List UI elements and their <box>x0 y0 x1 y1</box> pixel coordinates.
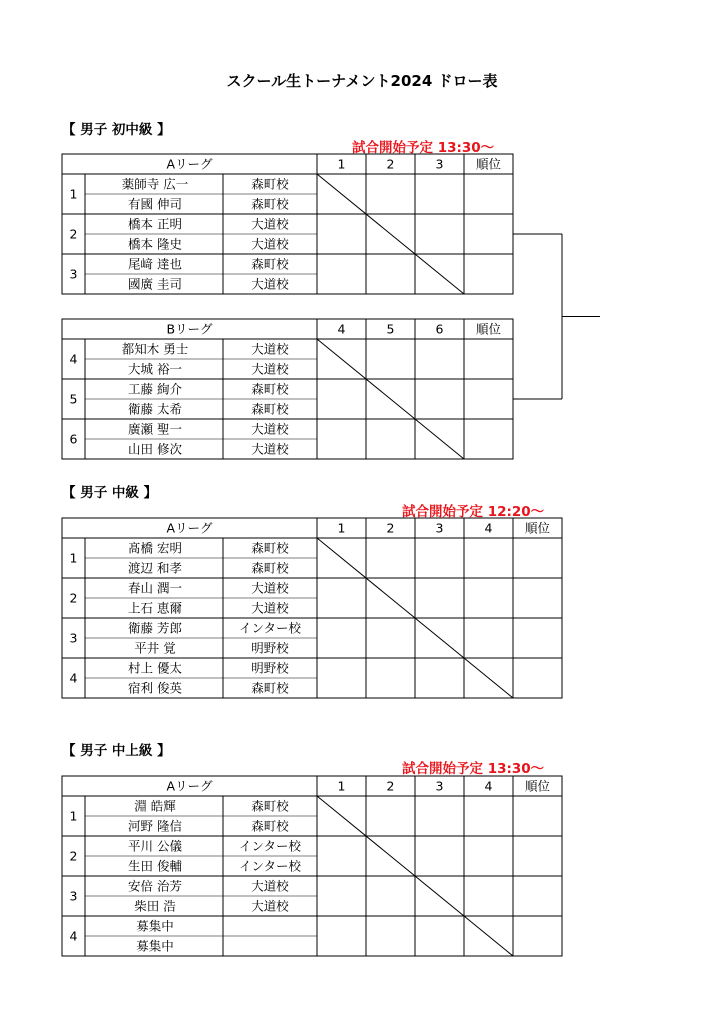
column-header: 2 <box>386 778 395 794</box>
player-name: 柴田 浩 <box>134 898 176 914</box>
player-school: 森町校 <box>251 176 289 192</box>
diagonal-line <box>317 339 464 459</box>
player-name: 國廣 圭司 <box>128 276 182 292</box>
team-number: 2 <box>69 590 78 606</box>
column-header: 4 <box>484 520 493 536</box>
section-title-chujokyu: 【 男子 中上級 】 <box>62 743 171 759</box>
player-school: 大道校 <box>251 421 289 437</box>
player-name: 淵 皓輝 <box>134 798 176 814</box>
player-school: 大道校 <box>251 341 289 357</box>
player-school: 明野校 <box>251 640 289 656</box>
player-school: 森町校 <box>251 818 289 834</box>
column-header: 2 <box>386 520 395 536</box>
team-number: 4 <box>69 351 78 367</box>
rank-header: 順位 <box>475 321 502 337</box>
player-school: 森町校 <box>251 401 289 417</box>
player-name: 髙橋 宏明 <box>128 540 182 556</box>
player-school: インター校 <box>238 858 302 874</box>
team-number: 3 <box>69 888 78 904</box>
column-header: 1 <box>337 778 346 794</box>
player-name: 橋本 隆史 <box>128 236 182 252</box>
league-name: Aリーグ <box>166 778 213 794</box>
player-school: 大道校 <box>251 441 289 457</box>
rank-header: 順位 <box>475 156 502 172</box>
player-name: 村上 優太 <box>128 660 182 676</box>
team-number: 4 <box>69 670 78 686</box>
player-school: 森町校 <box>251 196 289 212</box>
column-header: 6 <box>435 321 444 337</box>
start-time-chujokyu: 試合開始予定 13:30～ <box>402 761 545 777</box>
team-number: 4 <box>69 928 78 944</box>
player-name: 宿利 俊英 <box>128 680 182 696</box>
player-name: 大城 裕一 <box>128 361 182 377</box>
player-school: 森町校 <box>251 540 289 556</box>
column-header: 4 <box>484 778 493 794</box>
player-school: 大道校 <box>251 236 289 252</box>
column-header: 1 <box>337 520 346 536</box>
player-school: 森町校 <box>251 680 289 696</box>
team-number: 3 <box>69 266 78 282</box>
team-number: 2 <box>69 848 78 864</box>
player-school: 森町校 <box>251 256 289 272</box>
league-name: Aリーグ <box>166 156 213 172</box>
player-name: 安倍 治芳 <box>128 878 182 894</box>
column-header: 2 <box>386 156 395 172</box>
player-name: 山田 修次 <box>128 441 182 457</box>
player-school: 大道校 <box>251 580 289 596</box>
rank-header: 順位 <box>524 520 551 536</box>
player-school: 森町校 <box>251 798 289 814</box>
player-school: 大道校 <box>251 898 289 914</box>
player-school: 大道校 <box>251 361 289 377</box>
start-time-chukyu: 試合開始予定 12:20～ <box>402 504 545 520</box>
player-school: 明野校 <box>251 660 289 676</box>
column-header: 3 <box>435 520 444 536</box>
section-title-chukyu: 【 男子 中級 】 <box>62 485 158 501</box>
player-name: 渡辺 和孝 <box>128 560 182 576</box>
player-name: 薬師寺 広一 <box>121 176 189 192</box>
player-name: 有國 伸司 <box>128 196 182 212</box>
player-school: 大道校 <box>251 216 289 232</box>
player-name: 生田 俊輔 <box>128 858 182 874</box>
league-name: Bリーグ <box>166 321 213 337</box>
rank-header: 順位 <box>524 778 551 794</box>
player-school: 大道校 <box>251 600 289 616</box>
page-title: スクール生トーナメント2024 ドロー表 <box>226 72 498 90</box>
player-name: 衛藤 太希 <box>128 401 182 417</box>
team-number: 1 <box>69 186 78 202</box>
column-header: 1 <box>337 156 346 172</box>
team-number: 5 <box>69 391 78 407</box>
player-school: インター校 <box>238 838 302 854</box>
player-name: 春山 潤一 <box>128 580 182 596</box>
team-number: 1 <box>69 550 78 566</box>
player-name: 平井 覚 <box>134 640 176 656</box>
player-school: 森町校 <box>251 381 289 397</box>
player-name: 平川 公儀 <box>128 838 182 854</box>
player-school: 大道校 <box>251 276 289 292</box>
player-name: 河野 隆信 <box>128 818 182 834</box>
column-header: 4 <box>337 321 346 337</box>
player-name: 募集中 <box>136 918 174 934</box>
player-name: 工藤 絢介 <box>128 381 182 397</box>
column-header: 3 <box>435 156 444 172</box>
player-name: 橋本 正明 <box>128 216 182 232</box>
column-header: 3 <box>435 778 444 794</box>
player-school: 森町校 <box>251 560 289 576</box>
player-name: 廣瀬 聖一 <box>128 421 182 437</box>
team-number: 6 <box>69 431 78 447</box>
league-name: Aリーグ <box>166 520 213 536</box>
player-name: 衛藤 芳郎 <box>128 620 182 636</box>
section-title-shochukyu: 【 男子 初中級 】 <box>62 122 171 138</box>
player-name: 上石 恵爾 <box>128 600 182 616</box>
team-number: 3 <box>69 630 78 646</box>
player-name: 尾﨑 達也 <box>128 256 182 272</box>
start-time-shochukyu: 試合開始予定 13:30～ <box>352 140 495 156</box>
diagonal-line <box>317 174 464 294</box>
team-number: 1 <box>69 808 78 824</box>
column-header: 5 <box>386 321 395 337</box>
player-school: 大道校 <box>251 878 289 894</box>
player-name: 都知木 勇士 <box>121 341 189 357</box>
player-name: 募集中 <box>136 938 174 954</box>
player-school: インター校 <box>238 620 302 636</box>
team-number: 2 <box>69 226 78 242</box>
